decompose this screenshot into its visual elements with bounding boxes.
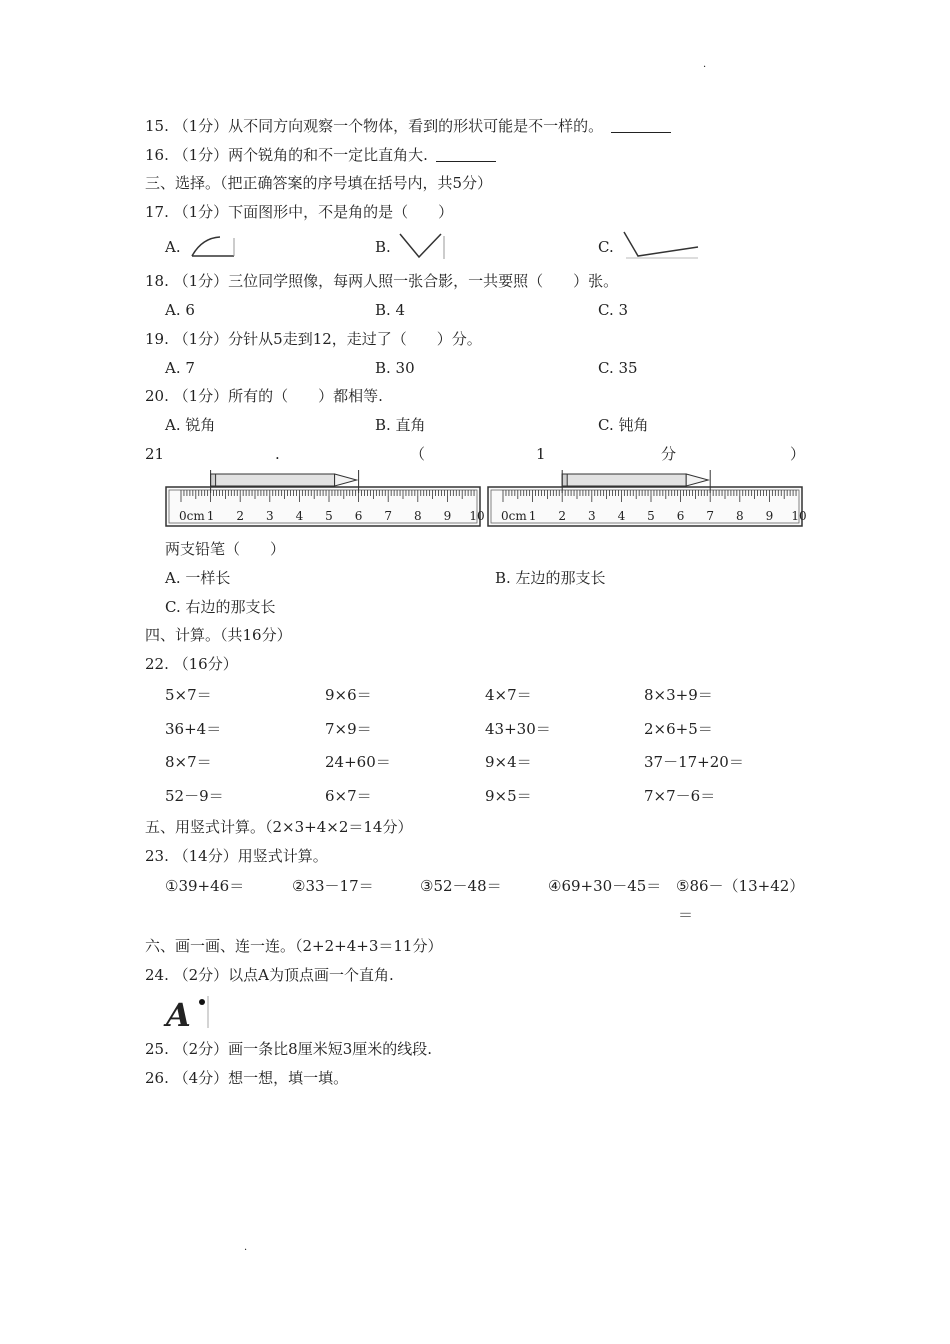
ruler-left-label: 4 bbox=[295, 509, 304, 523]
q17-option-c[interactable]: C. bbox=[598, 238, 614, 256]
footer-mark: · bbox=[244, 1245, 248, 1256]
q18-option-b[interactable]: B. 4 bbox=[375, 301, 406, 319]
q20-option-b[interactable]: B. 直角 bbox=[375, 416, 426, 434]
vertical-calc-item: ⑤86－（13+42） bbox=[676, 877, 805, 895]
calc-item: 4×7＝ bbox=[485, 686, 532, 704]
point-a[interactable] bbox=[196, 996, 210, 1030]
ruler-right-label: 4 bbox=[617, 509, 626, 523]
q21-number: 21 bbox=[145, 445, 165, 463]
question-22-text: 22. （16分） bbox=[145, 655, 238, 673]
ruler-right-label: 3 bbox=[587, 509, 596, 523]
q17-figure-b bbox=[398, 232, 446, 260]
q21-dot: . bbox=[275, 445, 280, 463]
ruler-left-label: 10 bbox=[469, 509, 485, 523]
ruler-left-label: 0cm bbox=[179, 509, 205, 523]
vertical-calc-item: ③52－48＝ bbox=[420, 877, 502, 895]
question-23-text: 23. （14分）用竖式计算。 bbox=[145, 847, 328, 865]
ruler-right-label: 0cm bbox=[501, 509, 527, 523]
q18-option-a[interactable]: A. 6 bbox=[165, 301, 195, 319]
question-25-text: 25. （2分）画一条比8厘米短3厘米的线段. bbox=[145, 1040, 433, 1058]
ruler-left-label: 2 bbox=[236, 509, 245, 523]
q21-option-b[interactable]: B. 左边的那支长 bbox=[495, 569, 606, 587]
q18-option-c[interactable]: C. 3 bbox=[598, 301, 629, 319]
q21-option-a[interactable]: A. 一样长 bbox=[165, 569, 231, 587]
vertical-calc-tail: ＝ bbox=[678, 906, 694, 924]
ruler-right-pencil-tip bbox=[686, 474, 708, 486]
calc-item: 37－17+20＝ bbox=[644, 753, 744, 771]
ruler-left-label: 9 bbox=[443, 509, 452, 523]
ruler-left-label: 6 bbox=[354, 509, 363, 523]
calc-item: 9×5＝ bbox=[485, 787, 532, 805]
calc-item: 7×7－6＝ bbox=[644, 787, 716, 805]
calc-item: 36+4＝ bbox=[165, 720, 222, 738]
question-16 bbox=[145, 146, 496, 164]
ruler-left-pencil-body bbox=[211, 474, 335, 486]
answer-blank-16[interactable] bbox=[436, 147, 496, 162]
q21-right-paren: ） bbox=[790, 445, 806, 463]
section-5-title: 五、用竖式计算。（2×3+4×2＝14分） bbox=[145, 818, 413, 836]
question-15-text: 15. （1分）从不同方向观察一个物体，看到的形状可能是不一样的。 bbox=[145, 117, 604, 135]
question-26-text: 26. （4分）想一想，填一填。 bbox=[145, 1069, 349, 1087]
question-20-text: 20. （1分）所有的（ ）都相等. bbox=[145, 387, 383, 405]
ruler-right-label: 5 bbox=[647, 509, 655, 523]
calc-item: 8×3+9＝ bbox=[644, 686, 713, 704]
question-19-text: 19. （1分）分针从5走到12，走过了（ ）分。 bbox=[145, 330, 482, 348]
calc-item: 7×9＝ bbox=[325, 720, 372, 738]
vertical-calc-item: ④69+30－45＝ bbox=[548, 877, 662, 895]
section-3-title: 三、选择。（把正确答案的序号填在括号内，共5分） bbox=[145, 174, 493, 192]
calc-item: 9×6＝ bbox=[325, 686, 372, 704]
ruler-right-pencil-body bbox=[562, 474, 686, 486]
q19-option-a[interactable]: A. 7 bbox=[165, 359, 195, 377]
ruler-left-label: 7 bbox=[384, 509, 393, 523]
calc-item: 52－9＝ bbox=[165, 787, 224, 805]
ruler-right-pencil-end bbox=[562, 474, 567, 486]
q21-score: 1 bbox=[536, 445, 546, 463]
point-a-label: A bbox=[166, 996, 191, 1034]
question-15 bbox=[145, 117, 671, 135]
q21-left-paren: （ bbox=[410, 445, 426, 463]
q17-figure-c bbox=[622, 230, 702, 260]
ruler-right bbox=[487, 470, 807, 528]
q19-option-c[interactable]: C. 35 bbox=[598, 359, 638, 377]
question-18-text: 18. （1分）三位同学照像，每两人照一张合影，一共要照（ ）张。 bbox=[145, 272, 619, 290]
ruler-right-label: 2 bbox=[558, 509, 567, 523]
ruler-left-label: 5 bbox=[325, 509, 333, 523]
calc-item: 24+60＝ bbox=[325, 753, 391, 771]
ruler-right-label: 1 bbox=[528, 509, 537, 523]
q20-option-c[interactable]: C. 钝角 bbox=[598, 416, 649, 434]
question-24-text: 24. （2分）以点A为顶点画一个直角. bbox=[145, 966, 394, 984]
q21-fen: 分 bbox=[661, 445, 677, 463]
header-mark: · bbox=[703, 62, 707, 73]
calc-item: 6×7＝ bbox=[325, 787, 372, 805]
question-17-text: 17. （1分）下面图形中，不是角的是（ ） bbox=[145, 203, 454, 221]
ruler-right-label: 9 bbox=[765, 509, 774, 523]
ruler-left-label: 1 bbox=[206, 509, 215, 523]
calc-item: 43+30＝ bbox=[485, 720, 551, 738]
q17-option-b[interactable]: B. bbox=[375, 238, 391, 256]
ruler-left-label: 8 bbox=[413, 509, 422, 523]
ruler-left bbox=[165, 470, 485, 528]
ruler-right-label: 6 bbox=[676, 509, 685, 523]
q17-option-a[interactable]: A. bbox=[165, 238, 181, 256]
calc-item: 9×4＝ bbox=[485, 753, 532, 771]
section-4-title: 四、计算。（共16分） bbox=[145, 626, 292, 644]
ruler-right-label: 7 bbox=[706, 509, 715, 523]
q19-option-b[interactable]: B. 30 bbox=[375, 359, 415, 377]
q21-option-c[interactable]: C. 右边的那支长 bbox=[165, 598, 276, 616]
calc-item: 2×6+5＝ bbox=[644, 720, 713, 738]
section-6-title: 六、画一画、连一连。（2+2+4+3＝11分） bbox=[145, 937, 443, 955]
q20-option-a[interactable]: A. 锐角 bbox=[165, 416, 216, 434]
ruler-left-label: 3 bbox=[265, 509, 274, 523]
q21-question: 两支铅笔（ ） bbox=[165, 540, 286, 558]
vertical-calc-item: ①39+46＝ bbox=[165, 877, 245, 895]
ruler-left-pencil-tip bbox=[335, 474, 357, 486]
q17-figure-a bbox=[190, 233, 236, 259]
ruler-right-label: 10 bbox=[791, 509, 807, 523]
calc-item: 5×7＝ bbox=[165, 686, 212, 704]
question-16-text: 16. （1分）两个锐角的和不一定比直角大. bbox=[145, 146, 428, 164]
answer-blank-15[interactable] bbox=[611, 118, 671, 133]
ruler-right-label: 8 bbox=[735, 509, 744, 523]
vertical-calc-item: ②33－17＝ bbox=[292, 877, 374, 895]
ruler-left-pencil-end bbox=[211, 474, 216, 486]
calc-item: 8×7＝ bbox=[165, 753, 212, 771]
